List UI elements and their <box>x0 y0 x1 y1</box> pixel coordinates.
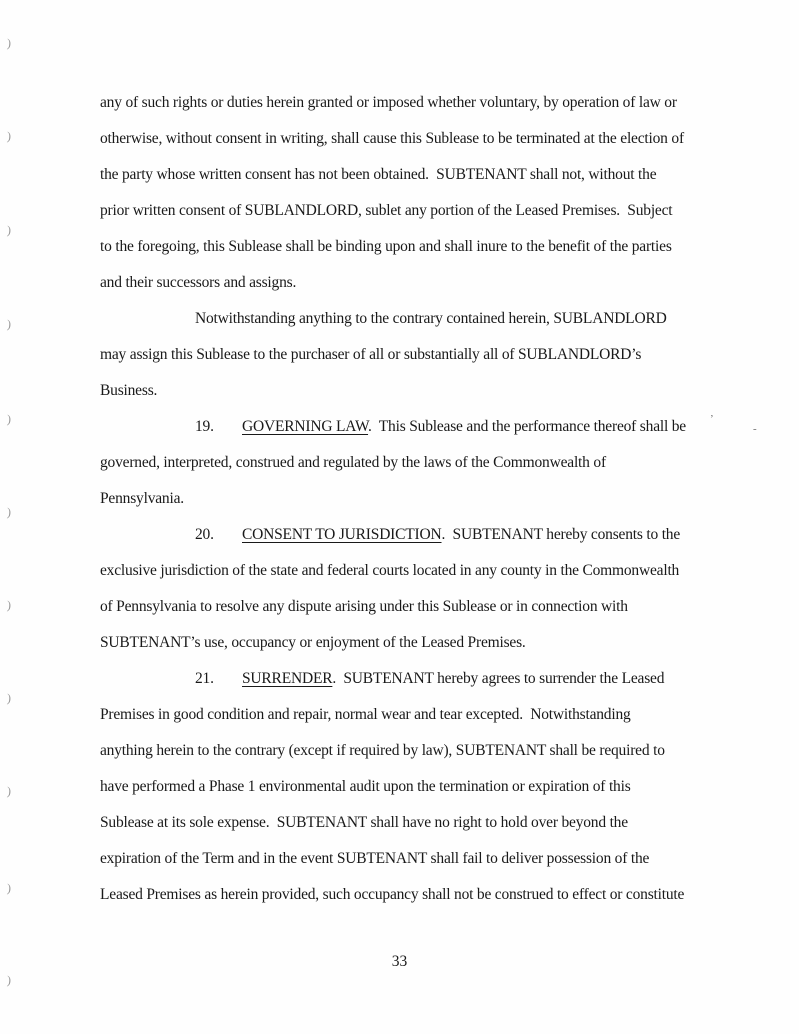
tab-indent <box>100 430 195 431</box>
text-line <box>100 193 760 229</box>
text-line <box>100 697 760 733</box>
line-text: of Pennsylvania to resolve any dispute arising under this Sublease or in connection with <box>100 598 628 615</box>
text-line <box>100 445 760 481</box>
tab-indent <box>100 322 195 323</box>
line-text: exclusive jurisdiction of the state and federal courts located in any county in the Commonwealth <box>100 562 680 579</box>
text-line <box>100 409 760 445</box>
section-number: 20. <box>195 526 214 543</box>
text-line <box>100 877 760 913</box>
paragraph <box>100 661 760 913</box>
scan-artifact-mark: ) <box>6 128 12 144</box>
line-text: to the foregoing, this Sublease shall be binding upon and shall inure to the benefit of the parties <box>100 238 672 255</box>
line-text: prior written consent of SUBLANDLORD, sublet any portion of the Leased Premises. Subject <box>100 202 673 219</box>
scan-artifact-mark: ) <box>6 35 12 51</box>
line-text: anything herein to the contrary (except if required by law), SUBTENANT shall be required to <box>100 742 665 759</box>
text-line <box>100 337 760 373</box>
scan-artifact-speck: ’ <box>710 413 714 425</box>
text-line <box>100 373 760 409</box>
line-text: and their successors and assigns. <box>100 274 297 291</box>
line-text: governed, interpreted, construed and regulated by the laws of the Commonwealth of <box>100 454 606 471</box>
text-line <box>100 121 760 157</box>
line-text: Pennsylvania. <box>100 490 184 507</box>
section-heading: SURRENDER <box>242 670 333 687</box>
scan-artifact-mark: ) <box>6 972 12 988</box>
paragraph <box>100 85 760 301</box>
line-text: Notwithstanding anything to the contrary contained herein, SUBLANDLORD <box>195 310 667 327</box>
line-text: Business. <box>100 382 158 399</box>
text-line <box>100 229 760 265</box>
text-line <box>100 553 760 589</box>
scan-artifact-mark: ) <box>6 597 12 613</box>
section-heading: CONSENT TO JURISDICTION <box>242 526 442 543</box>
section-number: 21. <box>195 670 214 687</box>
text-line <box>100 805 760 841</box>
text-line <box>100 265 760 301</box>
line-text: Leased Premises as herein provided, such occupancy shall not be construed to effect or constitute <box>100 886 685 903</box>
line-text: . SUBTENANT hereby consents to the <box>441 526 681 543</box>
page-number: 33 <box>391 953 408 970</box>
text-line <box>100 625 760 661</box>
line-text: may assign this Sublease to the purchaser of all or substantially all of SUBLANDLORD’s <box>100 346 642 363</box>
text-line <box>100 769 760 805</box>
line-text: . This Sublease and the performance thereof shall be <box>368 418 686 435</box>
paragraph <box>100 301 760 409</box>
scan-artifact-mark: ) <box>6 880 12 896</box>
text-block <box>100 85 760 913</box>
tab-indent <box>100 538 195 539</box>
scan-artifact-mark: ) <box>6 411 12 427</box>
tab-indent <box>100 682 195 683</box>
text-line <box>100 733 760 769</box>
scan-artifact-mark: ) <box>6 783 12 799</box>
line-text: . SUBTENANT hereby agrees to surrender the Leased <box>332 670 665 687</box>
paragraph <box>100 409 760 517</box>
line-text: have performed a Phase 1 environmental audit upon the termination or expiration of this <box>100 778 631 795</box>
line-text: any of such rights or duties herein granted or imposed whether voluntary, by operation of law or <box>100 94 677 111</box>
section-heading: GOVERNING LAW <box>242 418 369 435</box>
section-number: 19. <box>195 418 214 435</box>
text-line <box>100 841 760 877</box>
text-line <box>100 517 760 553</box>
scan-artifact-speck: - <box>753 423 757 435</box>
text-line <box>100 589 760 625</box>
line-text: Sublease at its sole expense. SUBTENANT shall have no right to hold over beyond the <box>100 814 628 831</box>
scan-artifact-mark: ) <box>6 504 12 520</box>
text-line <box>100 661 760 697</box>
text-line <box>100 481 760 517</box>
text-line <box>100 157 760 193</box>
scan-artifact-mark: ) <box>6 690 12 706</box>
text-line <box>100 301 760 337</box>
line-text: the party whose written consent has not been obtained. SUBTENANT shall not, without the <box>100 166 657 183</box>
line-text: expiration of the Term and in the event SUBTENANT shall fail to deliver possession of the <box>100 850 650 867</box>
scan-artifact-mark: ) <box>6 316 12 332</box>
line-text: Premises in good condition and repair, normal wear and tear excepted. Notwithstanding <box>100 706 631 723</box>
text-line <box>100 85 760 121</box>
paragraph <box>100 517 760 661</box>
line-text: SUBTENANT’s use, occupancy or enjoyment of the Leased Premises. <box>100 634 526 651</box>
line-text: otherwise, without consent in writing, shall cause this Sublease to be terminated at the election of <box>100 130 684 147</box>
scan-artifact-mark: ) <box>6 222 12 238</box>
